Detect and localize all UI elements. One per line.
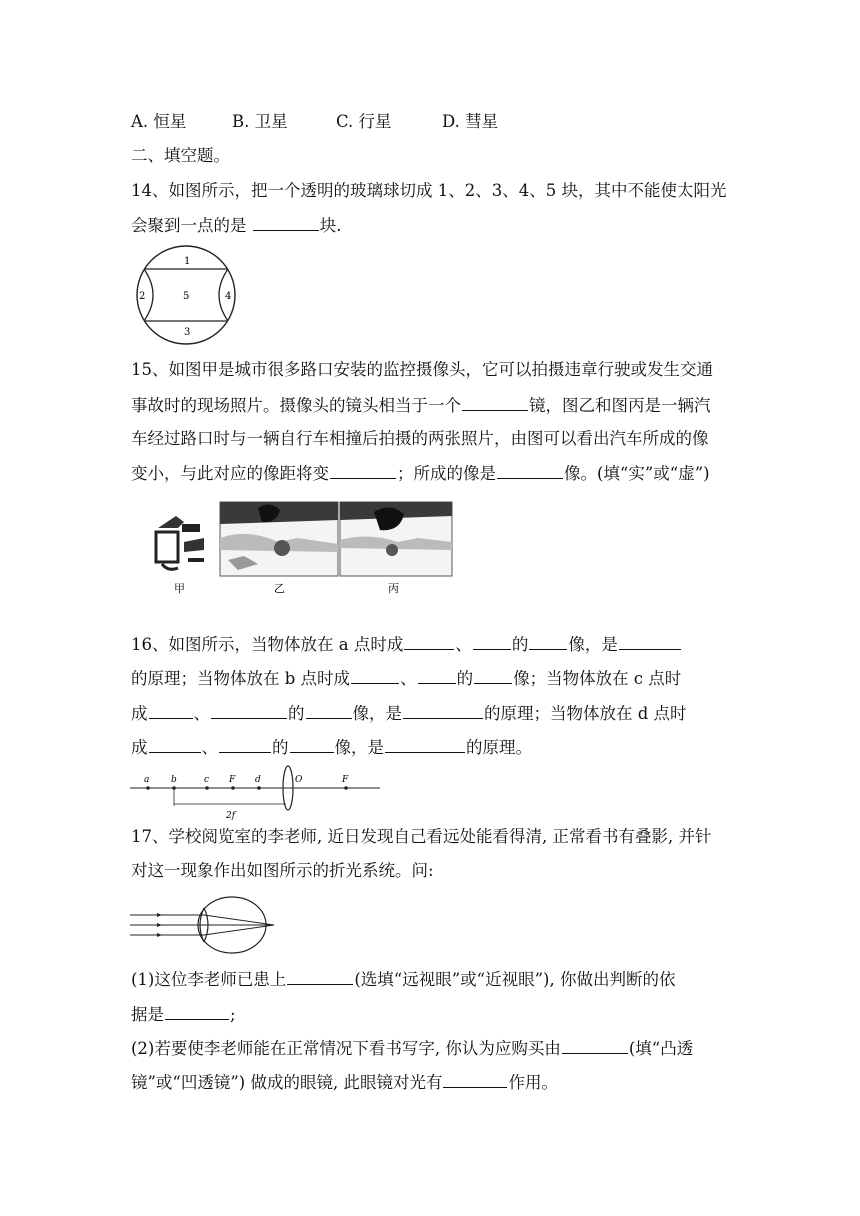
q16-blank[interactable] — [529, 633, 567, 650]
q16-blank[interactable] — [149, 736, 201, 753]
q13-option-c: C. 行星 — [336, 112, 392, 131]
q14-text-b: 块. — [319, 216, 342, 235]
q17-part2-line1 — [131, 1037, 693, 1060]
q17-part1-line2 — [131, 1003, 236, 1026]
q15-text-c: 变小，与此对应的像距将变 — [131, 464, 329, 483]
q15-line1: 15、如图甲是城市很多路口安装的监控摄像头，它可以拍摄违章行驶或发生交通 — [131, 360, 713, 379]
q17-eye-figure — [128, 894, 278, 956]
q14-line1: 14、如图所示，把一个透明的玻璃球切成 1、2、3、4、5 块，其中不能使太阳光 — [131, 181, 727, 200]
q17-text: 镜”或“凹透镜”) 做成的眼镜, 此眼镜对光有 — [131, 1073, 443, 1092]
q16-point-c: c — [204, 775, 210, 785]
q16-text: 、 — [455, 635, 472, 654]
q16-blank[interactable] — [619, 633, 681, 650]
q16-line2 — [131, 667, 681, 690]
q16-text: 的 — [288, 704, 305, 723]
q16-blank[interactable] — [219, 736, 271, 753]
q14-label-1: 1 — [184, 256, 191, 267]
q14-label-3: 3 — [184, 327, 191, 338]
q17-line2: 对这一现象作出如图所示的折光系统。问: — [131, 861, 434, 880]
q15-text-a: 事故时的现场照片。摄像头的镜头相当于一个 — [131, 396, 461, 415]
q17-text: 作用。 — [508, 1073, 558, 1092]
q14-blank[interactable] — [253, 214, 319, 231]
q14-line2 — [131, 214, 342, 237]
q15-text-e: 像。(填“实”或“虚”) — [564, 464, 710, 483]
q15-label-yi: 乙 — [274, 582, 285, 595]
q16-blank[interactable] — [474, 667, 512, 684]
q17-text: (1)这位李老师已患上 — [131, 970, 287, 989]
q17-text: (2)若要使李老师能在正常情况下看书写字, 你认为应购买由 — [131, 1039, 561, 1058]
q16-blank[interactable] — [404, 633, 454, 650]
q14-label-2: 2 — [139, 291, 146, 302]
q16-text: 成 — [131, 704, 148, 723]
q16-point-f-left: F — [229, 775, 236, 785]
q17-text: 据是 — [131, 1005, 164, 1024]
q13-option-b: B. 卫星 — [232, 112, 288, 131]
q16-blank[interactable] — [385, 736, 465, 753]
q17-blank-lens-type[interactable] — [562, 1037, 628, 1054]
q16-line4 — [131, 736, 532, 759]
q16-line3 — [131, 702, 687, 725]
q15-line3: 车经过路口时与一辆自行车相撞后拍摄的两张照片，由图可以看出汽车所成的像 — [131, 429, 709, 448]
q14-label-5: 5 — [183, 291, 190, 302]
q17-text: ; — [230, 1005, 236, 1024]
q15-label-jia: 甲 — [174, 582, 185, 595]
q15-text-b: 镜，图乙和图丙是一辆汽 — [529, 396, 711, 415]
q17-part2-line2 — [131, 1071, 558, 1094]
q16-text: 、 — [201, 738, 218, 757]
q16-blank[interactable] — [149, 702, 193, 719]
q14-glass-ball-figure — [128, 245, 248, 345]
q15-blank-image[interactable] — [497, 462, 563, 479]
q14-text-a: 会聚到一点的是 — [131, 216, 247, 235]
q14-label-4: 4 — [225, 291, 232, 302]
q16-text: 像，是 — [568, 635, 618, 654]
q16-text: 、 — [400, 669, 417, 688]
q15-blank-lens[interactable] — [462, 394, 528, 411]
q16-text: 的 — [511, 635, 529, 654]
section-heading: 二、填空题。 — [131, 146, 230, 165]
q16-point-o: O — [295, 775, 303, 785]
q16-text: 的原理；当物体放在 d 点时 — [484, 704, 687, 723]
q16-point-b: b — [171, 775, 177, 785]
q13-option-a: A. 恒星 — [131, 112, 187, 131]
q17-part1-line1 — [131, 968, 675, 991]
q16-point-f-right: F — [342, 775, 349, 785]
q16-blank[interactable] — [403, 702, 483, 719]
q16-blank[interactable] — [418, 667, 456, 684]
q17-text: (填“凸透 — [628, 1039, 694, 1058]
q16-blank[interactable] — [473, 633, 511, 650]
camera-sketch — [156, 516, 204, 569]
q16-text: 像，是 — [352, 704, 402, 723]
q16-point-a: a — [144, 775, 150, 785]
q16-point-d: d — [255, 775, 261, 785]
q15-line2 — [131, 394, 711, 417]
q16-text: 的原理。 — [466, 738, 532, 757]
q16-blank[interactable] — [306, 702, 352, 719]
q15-text-d: ；所成的像是 — [397, 464, 496, 483]
q17-blank-eye-type[interactable] — [287, 968, 353, 985]
q16-text: 、 — [193, 704, 210, 723]
q16-blank[interactable] — [351, 667, 399, 684]
q13-option-d: D. 彗星 — [442, 112, 499, 131]
q15-camera-photos-figure — [148, 498, 458, 598]
q16-blank[interactable] — [290, 736, 334, 753]
q16-text: 成 — [131, 738, 148, 757]
q16-blank[interactable] — [211, 702, 287, 719]
q16-label-2f: 2f — [226, 811, 236, 821]
q17-blank-effect[interactable] — [443, 1071, 507, 1088]
q17-text: (选填“远视眼”或“近视眼”), 你做出判断的依 — [354, 970, 676, 989]
q15-blank-distance[interactable] — [330, 462, 396, 479]
q15-label-bing: 丙 — [388, 582, 399, 595]
q17-blank-reason[interactable] — [165, 1003, 229, 1020]
q13-options — [131, 111, 498, 133]
q16-text: 的 — [456, 669, 474, 688]
q16-text: 的 — [272, 738, 289, 757]
q17-line1: 17、学校阅览室的李老师, 近日发现自己看远处能看得清, 正常看书有叠影, 并针 — [131, 827, 712, 846]
q16-text: 的原理；当物体放在 b 点时成 — [131, 669, 351, 688]
q16-line1 — [131, 633, 682, 656]
q15-line4 — [131, 462, 710, 485]
q16-text: 16、如图所示，当物体放在 a 点时成 — [131, 635, 404, 654]
q16-text: 像，是 — [334, 738, 384, 757]
q16-text: 像；当物体放在 c 点时 — [513, 669, 682, 688]
q16-lens-axis-figure — [128, 764, 386, 824]
